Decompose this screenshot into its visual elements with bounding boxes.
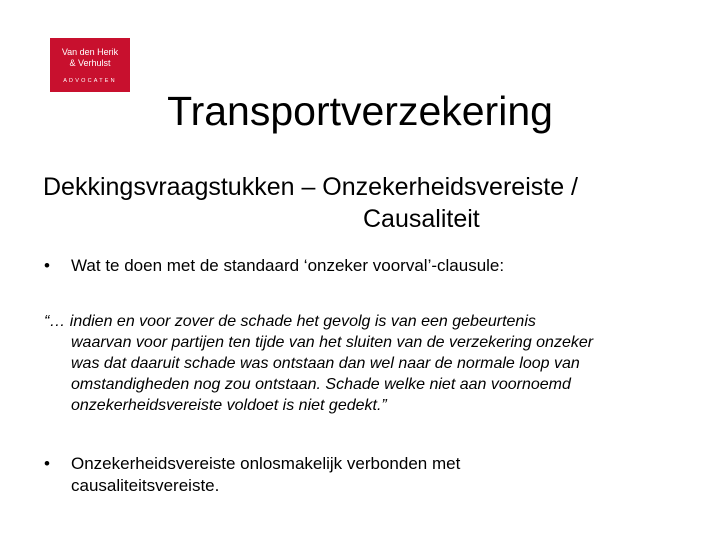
quote-line: omstandigheden nog zou ontstaan. Schade welke niet aan voornoemd <box>71 376 571 393</box>
quote-line: “… indien en voor zover de schade het gevolg is van een gebeurtenis <box>44 313 536 330</box>
firm-logo <box>50 38 130 92</box>
logo-tagline: ADVOCATEN <box>63 78 117 84</box>
bullet-item <box>44 255 691 277</box>
subtitle-line1: Dekkingsvraagstukken – Onzekerheidsvereiste / <box>43 173 578 201</box>
logo-name-line2: & Verhulst <box>69 58 111 68</box>
bullet-symbol: • <box>44 256 50 275</box>
bullet-text-line2: causaliteitsvereiste. <box>71 476 220 495</box>
clause-quote <box>44 311 684 416</box>
bullet-symbol: • <box>44 454 50 473</box>
bullet-item <box>44 453 691 497</box>
quote-line: was dat daaruit schade was ontstaan dan wel naar de normale loop van <box>71 355 580 372</box>
logo-name-line1: Van den Herik <box>61 47 119 57</box>
bullet-text-line1: Onzekerheidsvereiste onlosmakelijk verbonden met <box>71 454 461 473</box>
slide-subtitle <box>43 171 693 235</box>
bullet-text <box>44 453 691 497</box>
quote-line: waarvan voor partijen ten tijde van het sluiten van de verzekering onzeker <box>71 334 594 351</box>
subtitle-line2: Causaliteit <box>363 205 480 233</box>
quote-line: onzekerheidsvereiste voldoet is niet gedekt.” <box>71 397 387 414</box>
slide-title: Transportverzekering <box>167 88 553 134</box>
bullet-text: Wat te doen met de standaard ‘onzeker voorval’-clausule: <box>71 256 505 275</box>
